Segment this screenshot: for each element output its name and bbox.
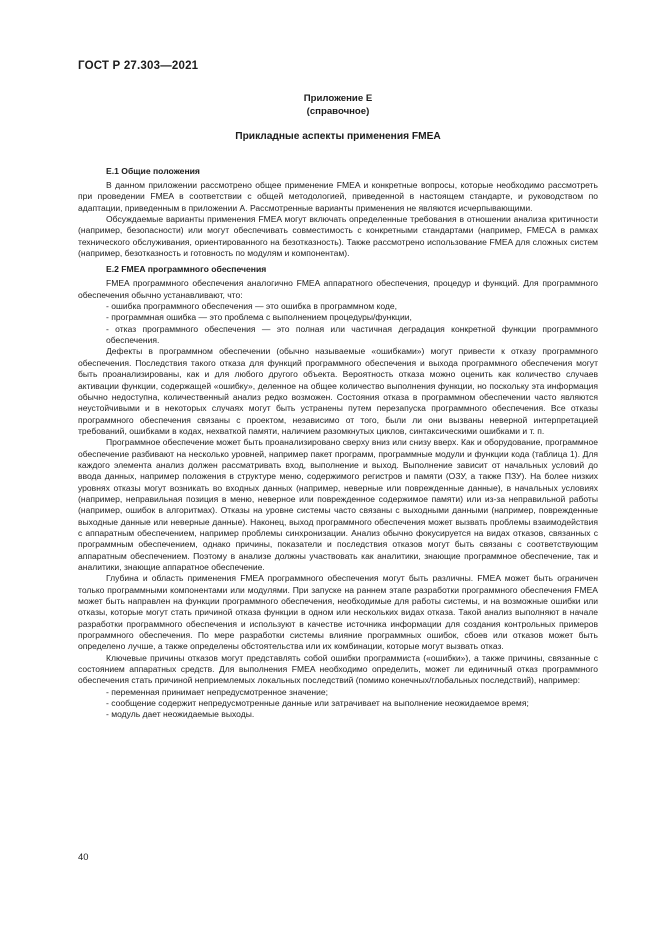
list-item: - сообщение содержит непредусмотренные данные или затрачивает на выполнение неожидаемое время;	[106, 698, 529, 709]
appendix-title: Прикладные аспекты применения FMEA	[235, 131, 441, 142]
paragraph: Ключевые причины отказов могут представлять собой ошибки программиста («ошибки»), а также причины, связанные с состоянием аппаратных средств. Для выполнения FMEA необходимо определить, может ли единичный отказ программного обеспечения стать причиной неприемлемых локальных последствий (помимо конечных/глобальных последствий), например:	[78, 652, 598, 686]
paragraph: Обсуждаемые варианты применения FMEA могут включать определенные требования в отношении анализа критичности (например, безопасности) или могут обеспечивать совместимость с конкретными стандартами (например, FMECA в рамках технического обслуживания, ориентированного на безотказность). Также рассмотрено использование FMEA для сложных систем (например, безотказность и готовность по модулям и компонентам).	[78, 214, 598, 259]
document-body	[78, 166, 598, 721]
paragraph: FMEA программного обеспечения аналогично FMEA аппаратного обеспечения, процедур и функций. Для программного обеспечения обычно устанавливают, что:	[78, 278, 598, 300]
section-heading-e2: Е.2 FMEA программного обеспечения	[106, 264, 267, 275]
paragraph: Глубина и область применения FMEA программного обеспечения могут быть различны. FMEA может быть ограничен только программными компонентами или модулями. При запуске на раннем этапе разработки программного обеспечения FMEA может быть направлен на функции программного обеспечения, необходимые для работы системы, и на возможные ошибки или отказы, которые могут стать причиной отказа функции в одном или нескольких видах отказа. Такой анализ выполняют в начале разработки программного обеспечения и используют в качестве источника информации для создания контрольных примеров программного обеспечения. По мере разработки системы влияние программных ошибок, сбоев или отказов может быть определено лучше, а также определены обстоятельства или их комбинации, которые могут вызвать отказ.	[78, 573, 598, 652]
paragraph: Программное обеспечение может быть проанализировано сверху вниз или снизу вверх. Как и оборудование, программное обеспечение разбивают на несколько уровней, например пакет программ, программные модули и функции кода (таблица 1). Для каждого элемента анализ должен рассматривать вход, выполнение и выход. Выполнение зависит от начальных условий до ввода данных, например положения в структуре меню, содержимого регистров и памяти (ОЗУ, а также ПЗУ). На более низких уровнях отказы могут возникать во входных данных (например, неверные или поврежденные данные), в начальных условиях (например, неправильная позиция в меню, неверное или поврежденное содержимое памяти) или из-за неправильной работы (например, ошибок в алгоритмах). Отказы на уровне системы часто связаны с выходными данными (например, поврежденные выходные данные или неверные данные). Наконец, выход программного обеспечения может вызвать проблемы взаимодействия с аппаратным обеспечением, например проблемы синхронизации. Анализ обычно фокусируется на видах отказов, связанных с программным обеспечением, однако причины, показатели и последствия отказов могут быть связаны с соответствующим аппаратным обеспечением. Поэтому в анализе должны участвовать как аналитики, знающие программное обеспечение, так и аналитики, знающие аппаратное обеспечение.	[78, 437, 598, 572]
list-item: - ошибка программного обеспечения — это ошибка в программном коде,	[106, 301, 398, 312]
list-item: - отказ программного обеспечения — это полная или частичная деградация конкретной функции программного обеспечения.	[106, 323, 598, 346]
appendix-type: (справочное)	[306, 106, 370, 117]
standard-designation: ГОСТ Р 27.303—2021	[78, 60, 199, 72]
list-item: - программная ошибка — это проблема с выполнением процедуры/функции,	[106, 312, 412, 323]
page-number: 40	[78, 851, 89, 862]
appendix-label: Приложение Е	[303, 93, 373, 104]
paragraph: Дефекты в программном обеспечении (обычно называемые «ошибками») могут привести к отказу программного обеспечения. Последствия такого отказа для функций программного обеспечения и выхода программного обеспечения могут быть проанализированы, как и для любого другого объекта. Вероятность отказа можно оценить как количество случаев активации функции, содержащей «ошибку», деленное на общее количество выполнения функции, но поскольку эта информация обычно недоступна, количественный анализ редко возможен. Состояния отказа в программном обеспечении часто являются неустойчивыми и в некоторых случаях могут быть устранены путем перезапуска программного обеспечения. Все отказы программного обеспечения связаны с проектом, независимо от того, были ли они вызваны неверной интерпретацией требований, ошибками в кодах, нехваткой памяти, наличием разомкнутых циклов, синтаксическими ошибками и т. п.	[78, 346, 598, 436]
paragraph: В данном приложении рассмотрено общее применение FMEA и конкретные вопросы, которые необходимо рассмотреть при проведении FMEA в соответствии с общей методологией, приведенной в настоящем стандарте, и руководством по адаптации, приведенным в приложении А. Рассмотренные варианты применения не являются исчерпывающими.	[78, 180, 598, 213]
list-item: - модуль дает неожидаемые выходы.	[106, 709, 255, 720]
section-heading-e1: Е.1 Общие положения	[106, 166, 200, 176]
list-item: - переменная принимает непредусмотренное значение;	[106, 686, 329, 697]
